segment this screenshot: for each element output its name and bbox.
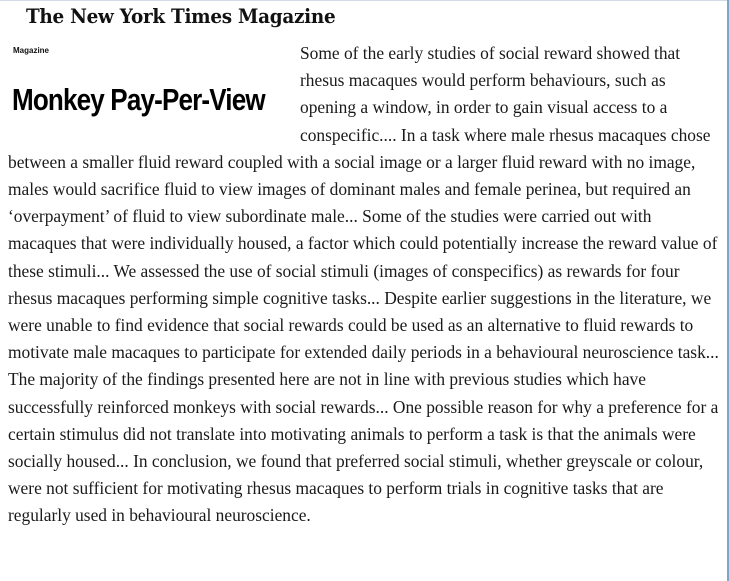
section-label: Magazine xyxy=(13,46,50,55)
top-border xyxy=(0,0,729,1)
nyt-magazine-masthead: The New York Times Magazine xyxy=(26,4,336,28)
header-spacer xyxy=(8,40,300,148)
headline: Monkey Pay-Per-View xyxy=(12,82,265,117)
excerpt-text: Some of the early studies of social reward showed that rhesus macaques would perform behaviours, such as opening a window, in order to gain visual access to a conspecific.... In a task where male rhesus macaques chose between a smaller fluid reward coupled with a social image or a larger fluid reward with no image, males would sacrifice fluid to view images of dominant males and female perinea, but required an ‘overpayment’ of fluid to view subordinate male... Some of the studies were carried out with macaques that were individually housed, a factor which could potentially increase the reward value of these stimuli... We assessed the use of social stimuli (images of conspecifics) as rewards for four rhesus macaques performing simple cognitive tasks... Despite earlier suggestions in the literature, we were unable to find evidence that social rewards could be used as an alternative to fluid rewards to motivate male macaques to participate for extended daily periods in a behavioural neuroscience task... The majority of the findings presented here are not in line with previous studies which have successfully reinforced monkeys with social rewards... One possible reason for why a preference for a certain stimulus did not translate into motivating animals to perform a task is that the animals were socially housed... In conclusion, we found that preferred social stimuli, whether greyscale or colour, were not sufficient for motivating rhesus macaques to perform trials in cognitive tasks that are regularly used in behavioural neuroscience. xyxy=(8,43,719,526)
article-excerpt xyxy=(8,40,722,530)
